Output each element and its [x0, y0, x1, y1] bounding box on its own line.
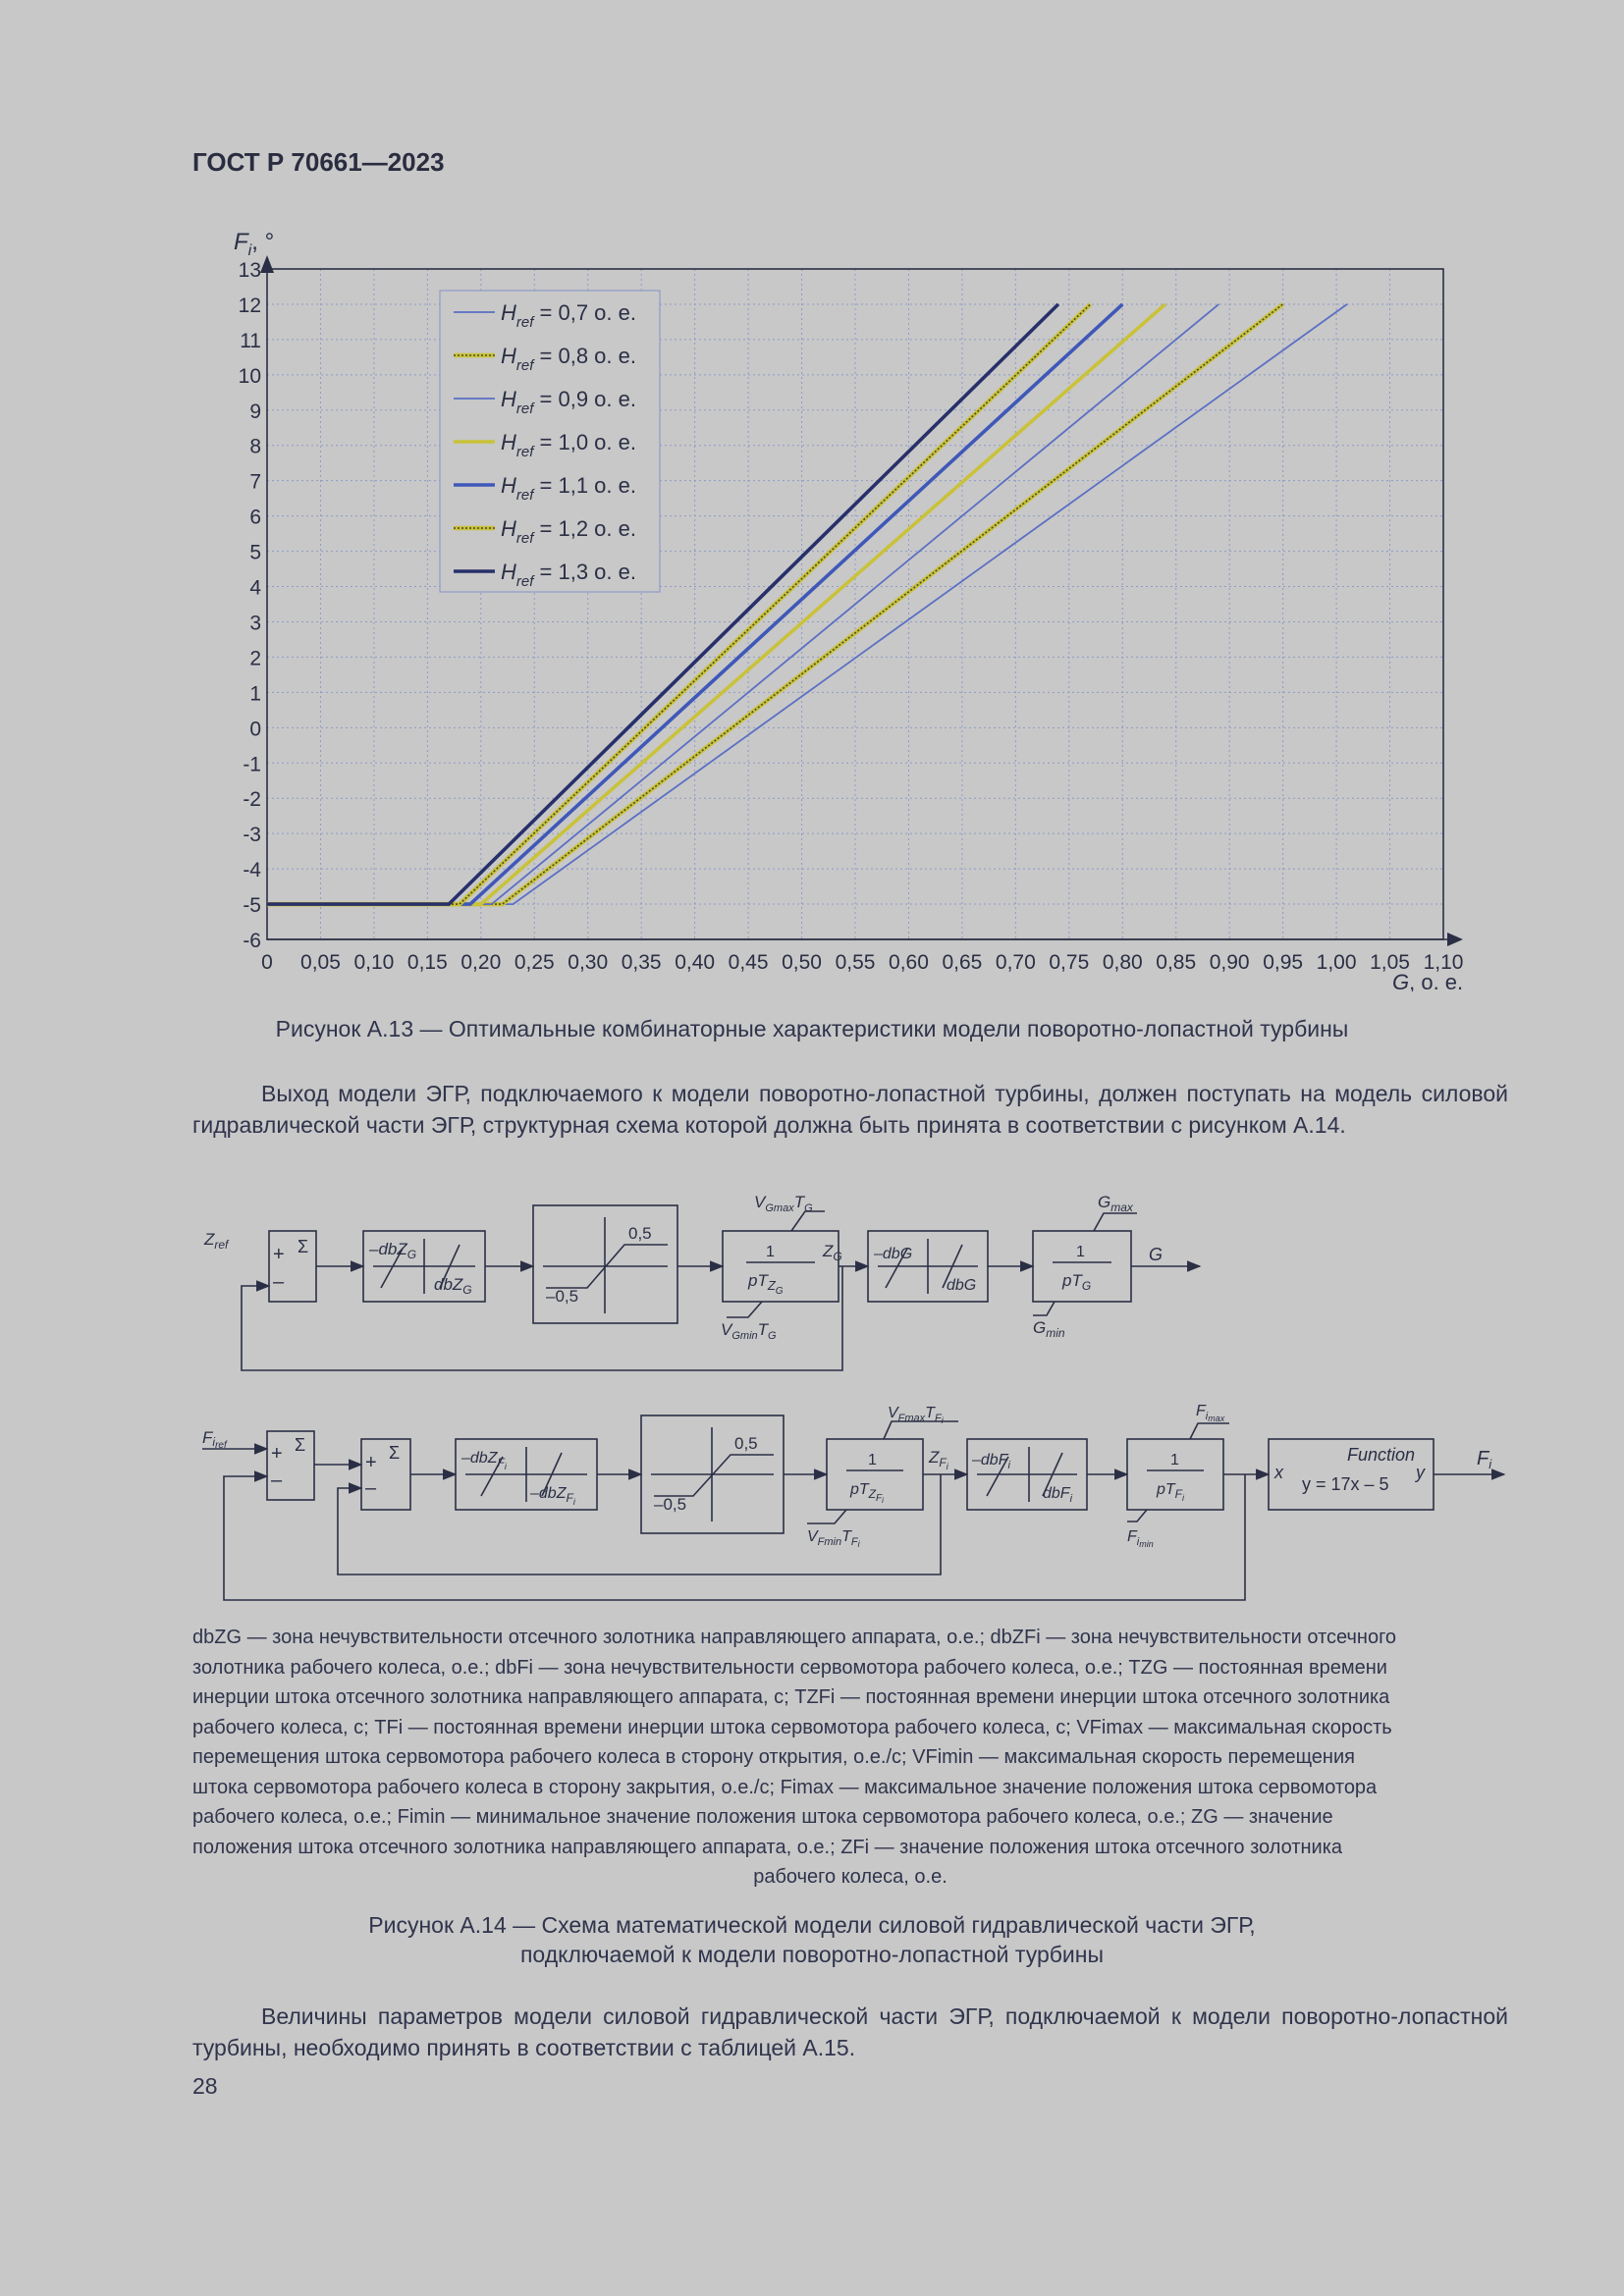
x-tick-label: 0,60: [889, 951, 929, 974]
x-tick-label: 1,10: [1423, 951, 1464, 974]
y-tick-label: 3: [249, 612, 261, 635]
top-vmax-label: $V_{Gmax}T_G$: [754, 1193, 813, 1214]
top-int2-one: 1: [1076, 1244, 1085, 1260]
bottom-sat-lo: –0,5: [654, 1495, 687, 1514]
legend-line: dbZG — зона нечувствительности отсечного золотника направляющего аппарата, о.е.; dbZFi — зона нечувствительности отсечного: [192, 1627, 1397, 1648]
chart-legend: [440, 291, 660, 592]
x-tick-label: 0,55: [835, 951, 876, 974]
y-tick-label: 7: [249, 470, 261, 494]
top-vmin-label: $V_{Gmin}T_G$: [721, 1320, 777, 1342]
legend-line: золотника рабочего колеса, о.е.; dbFi — зона нечувствительности сервомотора рабочего колеса, о.е.; TZG — постоянная времени: [192, 1656, 1387, 1679]
x-tick-label: 0,40: [675, 951, 716, 974]
y-tick-label: 5: [249, 541, 261, 564]
series-line-1: [267, 304, 1347, 904]
series-line-3: [267, 304, 1218, 904]
page-number: 28: [192, 2073, 218, 2099]
legend-line: рабочего колеса, о.е.: [753, 1866, 947, 1888]
function-title: Function: [1347, 1445, 1416, 1465]
top-minus: –: [273, 1271, 285, 1293]
figure-a14-diagram: [0, 1178, 1624, 1620]
figure-a14-caption-line2: подключаемой к модели поворотно-лопастной турбины: [519, 1942, 1105, 1967]
y-tick-label: -5: [243, 894, 261, 918]
x-tick-label: 0,85: [1156, 951, 1197, 974]
top-dz-num: –dbZ$_G$: [369, 1240, 417, 1261]
top-zg-label: $Z_G$: [823, 1242, 842, 1263]
legend-label: $H_{ref} = 0,9$ о. е.: [501, 387, 636, 417]
bottom-input-label: Firef: [202, 1428, 227, 1451]
bottom-sat-hi: 0,5: [734, 1434, 758, 1453]
bottom-dz-den: –dbZ$_F$i: [530, 1485, 575, 1507]
legend-label: $H_{ref} = 0,7$ о. е.: [501, 300, 636, 331]
top-dz-den: dbZ$_G$: [434, 1275, 472, 1297]
bottom-inner-minus: –: [365, 1477, 377, 1499]
function-y: y: [1416, 1463, 1425, 1482]
top-input-label: $Z_{ref}$: [204, 1230, 229, 1252]
x-axis-arrow: [1447, 933, 1463, 946]
top-int2-den: $pT_G$: [1062, 1271, 1092, 1293]
bottom-df-den: dbF$_i$: [1043, 1485, 1073, 1505]
y-tick-label: -4: [243, 859, 261, 882]
x-tick-label: 0,20: [460, 951, 502, 974]
bottom-vmax-label: $V_{Fmax}T_Fi$: [888, 1405, 944, 1425]
bottom-zfi-label: $Z_Fi$: [929, 1448, 948, 1471]
y-tick-label: -6: [243, 930, 261, 952]
x-tick-label: 0,90: [1209, 951, 1250, 974]
top-dg-num: –dbG: [874, 1246, 913, 1262]
legend-line: рабочего колеса, о.е.; Fimin — минимальное значение положения штока сервомотора рабочего колеса, о.е.; ZG — значение: [192, 1806, 1333, 1828]
x-tick-label: 0: [261, 951, 273, 974]
y-tick-label: 13: [238, 259, 261, 282]
y-tick-label: 2: [249, 647, 261, 670]
figure-a14-caption-line1: Рисунок А.14 — Схема математической модели силовой гидравлической части ЭГР,: [368, 1912, 1256, 1938]
x-tick-label: 0,05: [300, 951, 341, 974]
x-tick-label: 0,70: [995, 951, 1036, 974]
legend-line: штока сервомотора рабочего колеса в сторону закрытия, о.е./с; Fimax — максимальное значение положения штока сервомотора: [192, 1776, 1378, 1798]
function-x: x: [1274, 1463, 1283, 1482]
y-axis-arrow: [260, 255, 274, 273]
bottom-dz-num: –dbZ$_F$i: [461, 1450, 507, 1471]
top-gmax-label: $G_{max}$: [1098, 1193, 1133, 1214]
figure-a13-chart: [0, 0, 1624, 991]
x-tick-label: 0,35: [621, 951, 662, 974]
bottom-fmax-label: $F_i\max$: [1196, 1403, 1225, 1423]
bottom-inner-sum-sign: Σ: [389, 1443, 401, 1463]
chart-series: [267, 304, 1347, 904]
paragraph-1: Выход модели ЭГР, подключаемого к модели поворотно-лопастной турбины, должен поступать на модель силовой гидравлической части ЭГР, структурная схема которой должна быть принята в соответствии с рисунком А.14.: [192, 1081, 1508, 1138]
legend-line: инерции штока отсечного золотника направляющего аппарата, с; TZFi — постоянная времени инерции штока отсечного золотника: [192, 1686, 1390, 1708]
chart-tick-labels: [239, 259, 1464, 974]
y-tick-label: -3: [243, 824, 261, 847]
y-tick-label: -1: [243, 753, 261, 776]
series-line-7: [267, 304, 1058, 904]
bottom-int-den: $pT_ZFi$: [850, 1481, 884, 1505]
bottom-outer-minus: –: [271, 1469, 283, 1491]
y-tick-label: 0: [249, 718, 261, 741]
top-int-den: $pT_{ZG}$: [748, 1271, 784, 1297]
bottom-df-num: –dbF$_i$: [972, 1452, 1010, 1471]
top-dg-den: dbG: [947, 1277, 977, 1294]
x-tick-label: 0,95: [1263, 951, 1304, 974]
legend-line: положения штока отсечного золотника направляющего аппарата, о.е.; ZFi — значение положения штока отсечного золотника: [192, 1836, 1343, 1858]
series-line-4: [267, 304, 1165, 904]
top-plus: +: [273, 1244, 285, 1265]
y-tick-label: 6: [249, 506, 261, 529]
bottom-inner-plus: +: [365, 1452, 377, 1473]
x-tick-label: 0,50: [782, 951, 822, 974]
y-tick-label: 9: [249, 400, 261, 423]
x-tick-label: 0,75: [1049, 951, 1090, 974]
x-tick-label: 0,45: [728, 951, 769, 974]
bottom-outer-sum-sign: Σ: [295, 1435, 306, 1455]
x-tick-label: 0,15: [406, 951, 448, 974]
bottom-inner-summator: [361, 1439, 410, 1510]
legend-label: $H_{ref} = 1,1$ о. е.: [501, 473, 636, 504]
x-tick-label: 0,30: [568, 951, 609, 974]
bottom-outer-plus: +: [271, 1443, 283, 1465]
bottom-int2-one: 1: [1170, 1452, 1179, 1468]
document-code-header: ГОСТ Р 70661—2023: [192, 147, 445, 177]
y-tick-label: 10: [238, 364, 261, 388]
bottom-int-one: 1: [868, 1452, 877, 1468]
y-axis-label: $F_i$, °: [234, 229, 275, 259]
legend-line: перемещения штока сервомотора рабочего колеса в сторону открытия, о.е./с; VFimin — максимальная скорость перемещения: [192, 1746, 1355, 1768]
x-axis-label: G, о. е.: [1392, 970, 1464, 991]
top-output-label: G: [1149, 1245, 1164, 1264]
y-tick-label: 1: [249, 682, 261, 706]
x-tick-label: 1,05: [1370, 951, 1410, 974]
y-tick-label: -2: [243, 788, 261, 812]
top-gmin-label: $G_{min}$: [1033, 1318, 1065, 1340]
legend-label: $H_{ref} = 1,2$ о. е.: [501, 516, 636, 547]
bottom-outer-feedback: [224, 1474, 1245, 1600]
legend-line: рабочего колеса, с; TFi — постоянная времени инерции штока сервомотора рабочего колеса, с; VFimax — максимальная скорость: [192, 1716, 1392, 1738]
y-tick-label: 4: [249, 576, 261, 600]
figure-a13-caption: Рисунок А.13 — Оптимальные комбинаторные характеристики модели поворотно-лопастной турбины: [275, 1016, 1349, 1041]
legend-label: $H_{ref} = 0,8$ о. е.: [501, 344, 636, 374]
top-sat-lo: –0,5: [546, 1287, 579, 1306]
top-row-blocks: [206, 1178, 1200, 1370]
top-sat-hi: 0,5: [628, 1224, 652, 1243]
y-tick-label: 11: [240, 329, 261, 352]
function-equation: y = 17x – 5: [1302, 1474, 1389, 1494]
y-tick-label: 8: [249, 435, 261, 458]
legend-label: $H_{ref} = 1,0$ о. е.: [501, 430, 636, 460]
x-tick-label: 0,80: [1102, 951, 1143, 974]
y-tick-label: 12: [238, 294, 261, 317]
bottom-int2-den: $pT_Fi$: [1157, 1481, 1185, 1503]
top-int-one: 1: [766, 1244, 775, 1260]
paragraph-2: Величины параметров модели силовой гидравлической части ЭГР, подключаемой к модели поворотно-лопастной турбины, необходимо принять в соответствии с таблицей А.15.: [192, 2003, 1508, 2060]
x-tick-label: 1,00: [1316, 951, 1357, 974]
top-sum-sign: Σ: [298, 1237, 309, 1256]
bottom-vmin-label: $V_{Fmin}T_Fi$: [807, 1528, 860, 1549]
x-tick-label: 0,25: [514, 951, 555, 974]
bottom-output-label: $F_i$: [1477, 1448, 1492, 1471]
x-tick-label: 0,65: [942, 951, 983, 974]
legend-label: $H_{ref} = 1,3$ о. е.: [501, 560, 636, 590]
x-tick-label: 0,10: [353, 951, 395, 974]
bottom-fmin-label: $F_i\min$: [1127, 1528, 1154, 1549]
figure-a14-legend: [192, 1623, 1508, 1893]
